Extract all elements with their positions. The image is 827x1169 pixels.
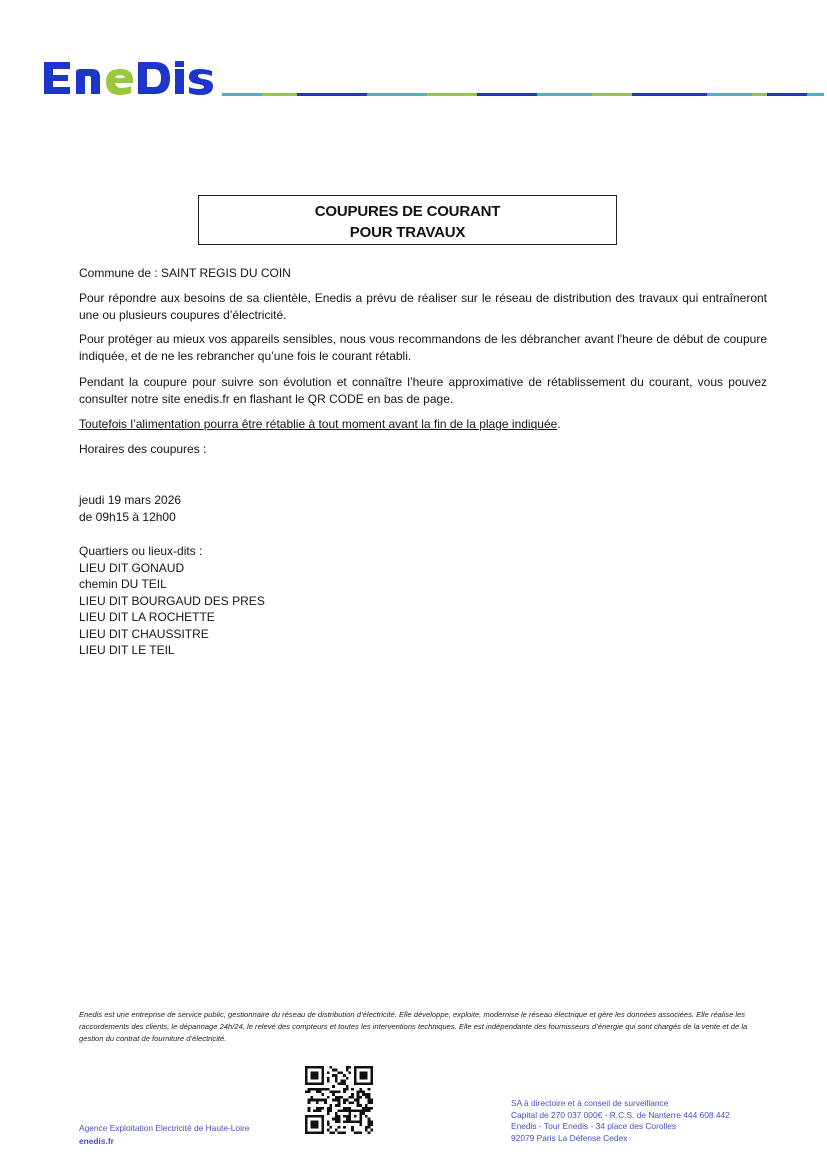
schedule-heading: Horaires des coupures : — [79, 442, 207, 456]
location-item: LIEU DIT BOURGAUD DES PRES — [79, 593, 265, 608]
availability-notice-end: . — [557, 417, 561, 431]
agency-name: Agence Exploitation Electricité de Haute-Loire — [79, 1123, 250, 1133]
company-line-1: SA à directoire et à conseil de surveillance — [511, 1098, 669, 1108]
company-line-3: Enedis - Tour Enedis - 34 place des Corolles — [511, 1121, 677, 1131]
website-link[interactable]: enedis.fr — [79, 1135, 114, 1146]
company-line-4: 92079 Paris La Défense Cedex — [511, 1132, 628, 1143]
footer-agency-block — [79, 1122, 249, 1147]
paragraph-1: Pour répondre aux besoins de sa clientèle, Enedis a prévu de réaliser sur le réseau de distribution des travaux qui entraîneront une ou plusieurs coupures d’électricité. — [79, 291, 767, 322]
locations-block — [79, 543, 767, 659]
footer-company-block — [511, 1098, 730, 1144]
qr-code[interactable] — [305, 1066, 373, 1134]
footer-legal-text: Enedis est une entreprise de service public, gestionnaire du réseau de distribution d’électricité. Elle développe, exploite, modernise le réseau électrique et gère les données associées. Elle réalise les raccordements des clients, le dépannage 24h/24, le relevé des compteurs et toutes les interventions techniques. Elle est indépendante des fournisseurs d’énergie qui sont chargés de la vente et de la gestion du contrat de fourniture d’électricité. — [79, 1010, 748, 1043]
header-decorative-line — [222, 93, 824, 96]
commune-line: Commune de : SAINT REGIS DU COIN — [79, 266, 291, 280]
schedule-time: de 09h15 à 12h00 — [79, 510, 176, 524]
enedis-logo — [40, 58, 216, 98]
location-item: LIEU DIT LE TEIL — [79, 643, 175, 657]
paragraph-4 — [79, 416, 767, 433]
location-item: chemin DU TEIL — [79, 577, 167, 591]
location-item: LIEU DIT CHAUSSITRE — [79, 626, 209, 641]
schedule-date: jeudi 19 mars 2026 — [79, 493, 182, 507]
location-item: LIEU DIT LA ROCHETTE — [79, 610, 215, 624]
availability-notice: Toutefois l’alimentation pourra être rétablie à tout moment avant la fin de la plage indiquée — [79, 417, 558, 431]
paragraph-3: Pendant la coupure pour suivre son évolution et connaître l’heure approximative de rétablissement du courant, vous pouvez consulter notre site enedis.fr en flashant le QR CODE en bas de page. — [79, 375, 767, 406]
title-line-1: COUPURES DE COURANT — [314, 203, 501, 220]
paragraph-2: Pour protéger au mieux vos appareils sensibles, nous vous recommandons de les débrancher avant l'heure de début de coupure indiquée, et de ne les rebrancher qu’une fois le courant rétabli. — [79, 332, 767, 363]
title-line-2: POUR TRAVAUX — [349, 224, 466, 241]
company-line-2: Capital de 270 037 000€ - R.C.S. de Nanterre 444 608 442 — [511, 1109, 730, 1120]
locations-heading: Quartiers ou lieux-dits : — [79, 544, 203, 558]
location-item: LIEU DIT GONAUD — [79, 560, 185, 575]
title-box — [198, 195, 617, 245]
